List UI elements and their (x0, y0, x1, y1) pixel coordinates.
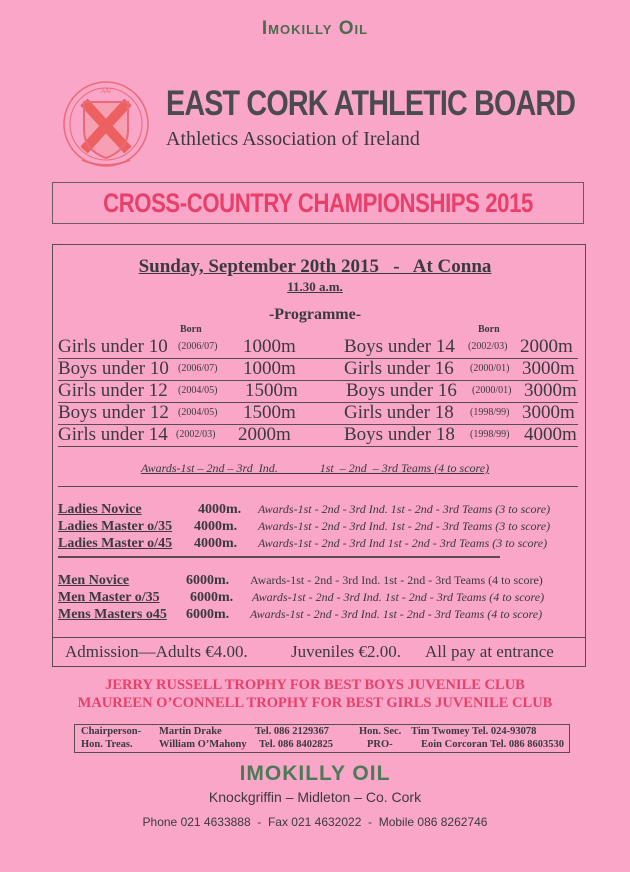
race-category: Boys under 14 (344, 336, 455, 357)
race-category: Boys under 12 (58, 402, 169, 423)
race-born: (2006/07) (178, 341, 218, 352)
race-born: (2004/05) (178, 407, 218, 418)
race-row (58, 402, 340, 425)
race-born: (2006/07) (178, 363, 218, 374)
trophy-boys: JERRY RUSSELL TROPHY FOR BEST BOYS JUVENILE CLUB (105, 677, 525, 693)
race-category: Girls under 16 (344, 358, 454, 379)
race-born: (2004/05) (178, 385, 218, 396)
event-time: 11.30 a.m. (287, 279, 343, 294)
race-awards: Awards-1st - 2nd - 3rd Ind. 1st - 2nd - 3rd Teams (3 to score) (258, 502, 551, 516)
race-category: Men Novice (58, 573, 130, 588)
race-category: Girls under 10 (58, 336, 168, 357)
race-awards: Awards-1st - 2nd - 3rd Ind. 1st - 2nd - 3rd Teams (4 to score) (250, 607, 543, 621)
race-category: Mens Masters o45 (58, 607, 167, 622)
race-distance: 2000m (238, 424, 291, 445)
born-label-right: Born (478, 324, 500, 335)
race-row (340, 358, 578, 381)
race-distance: 6000m. (186, 573, 230, 588)
race-category: Girls under 12 (58, 380, 168, 401)
race-category: Boys under 16 (346, 380, 457, 401)
officer-contact: Tim Twomey Tel. 024-93078 (411, 726, 537, 737)
officer-name: William O’Mahony (159, 739, 247, 750)
race-distance: 4000m. (198, 502, 242, 517)
race-row (340, 336, 578, 359)
officer-tel: Tel. 086 8402825 (259, 739, 333, 750)
race-row (58, 358, 340, 381)
race-row (58, 424, 340, 447)
svg-text:AAI: AAI (101, 89, 111, 95)
divider (58, 556, 500, 558)
race-awards: Awards-1st - 2nd - 3rd Ind. 1st - 2nd - 3rd Teams (4 to score) (250, 573, 543, 587)
officer-role: Chairperson- (81, 726, 142, 737)
sponsor-bottom-name: IMOKILLY OIL (239, 762, 391, 785)
born-label-left: Born (180, 324, 202, 335)
race-row (340, 402, 578, 425)
admission-adults: Admission—Adults €4.00. (65, 642, 248, 661)
sponsor-phones: Phone 021 4633888 - Fax 021 4632022 - Mobile 086 8262746 (142, 815, 488, 829)
race-distance: 6000m. (190, 590, 234, 605)
race-born: (2000/01) (472, 385, 512, 396)
ladies-race-row (58, 500, 550, 517)
juvenile-awards: Awards-1st – 2nd – 3rd Ind. 1st – 2nd – 3rd Teams (4 to score) (140, 461, 490, 475)
race-awards: Awards-1st - 2nd - 3rd Ind. 1st - 2nd - 3rd Teams (3 to score) (258, 519, 551, 533)
race-distance: 3000m (524, 380, 577, 401)
race-category: Boys under 10 (58, 358, 169, 379)
race-distance: 1500m (245, 380, 298, 401)
championship-title-box (52, 182, 584, 224)
race-distance: 4000m (524, 424, 577, 445)
race-awards: Awards-1st - 2nd - 3rd Ind. 1st - 2nd - 3rd Teams (4 to score) (252, 590, 545, 604)
admission-juveniles: Juveniles €2.00. (291, 642, 402, 661)
ladies-race-row (58, 534, 547, 551)
event-date-location: Sunday, September 20th 2015 - At Conna (138, 256, 492, 277)
race-distance: 1000m (243, 336, 296, 357)
race-born: (2000/01) (470, 363, 510, 374)
officer-tel: Tel. 086 2129367 (255, 726, 329, 737)
officer-name: Martin Drake (159, 726, 222, 737)
race-distance: 3000m (522, 358, 575, 379)
officers-box (74, 724, 570, 753)
race-distance: 1000m (243, 358, 296, 379)
race-category: Boys under 18 (344, 424, 455, 445)
men-race-row (58, 605, 542, 622)
race-born: (2002/03) (176, 429, 216, 440)
admission-note: All pay at entrance (425, 642, 554, 661)
race-category: Ladies Master o/45 (58, 536, 173, 551)
officer-role: Hon. Sec. (359, 726, 402, 737)
ladies-race-row (58, 517, 550, 534)
programme-heading: -Programme- (268, 306, 362, 323)
race-distance: 6000m. (186, 607, 230, 622)
race-category: Men Master o/35 (58, 590, 160, 605)
race-category: Girls under 18 (344, 402, 454, 423)
race-row (58, 336, 340, 359)
east-cork-crest-icon (60, 78, 152, 178)
board-title: EAST CORK ATHLETIC BOARD (166, 84, 576, 123)
divider (58, 486, 578, 487)
race-distance: 4000m. (194, 519, 238, 534)
race-distance: 3000m (522, 402, 575, 423)
race-awards: Awards-1st - 2nd - 3rd Ind 1st - 2nd - 3rd Teams (3 to score) (258, 536, 548, 550)
trophy-girls: MAUREEN O’CONNELL TROPHY FOR BEST GIRLS JUVENILE CLUB (77, 695, 553, 711)
sponsor-top: Imokilly Oil (261, 18, 369, 39)
race-born: (1998/99) (470, 407, 510, 418)
officer-contact: Eoin Corcoran Tel. 086 8603530 (421, 739, 565, 750)
race-distance: 2000m (520, 336, 573, 357)
race-category: Ladies Master o/35 (58, 519, 173, 534)
race-born: (2002/03) (468, 341, 508, 352)
championship-title: CROSS-COUNTRY CHAMPIONSHIPS 2015 (103, 188, 533, 218)
race-row (58, 380, 340, 403)
race-distance: 1500m (243, 402, 296, 423)
admission-box (52, 636, 586, 667)
race-distance: 4000m. (194, 536, 238, 551)
officer-role: PRO- (367, 739, 393, 750)
race-row (340, 380, 578, 403)
men-race-row (58, 571, 543, 588)
sponsor-address: Knockgriffin – Midleton – Co. Cork (208, 789, 422, 805)
race-row (340, 424, 578, 447)
race-category: Girls under 14 (58, 424, 168, 445)
men-race-row (58, 588, 544, 605)
officer-role: Hon. Treas. (81, 739, 133, 750)
race-born: (1998/99) (470, 429, 510, 440)
board-subtitle: Athletics Association of Ireland (166, 128, 420, 150)
race-category: Ladies Novice (58, 502, 142, 517)
